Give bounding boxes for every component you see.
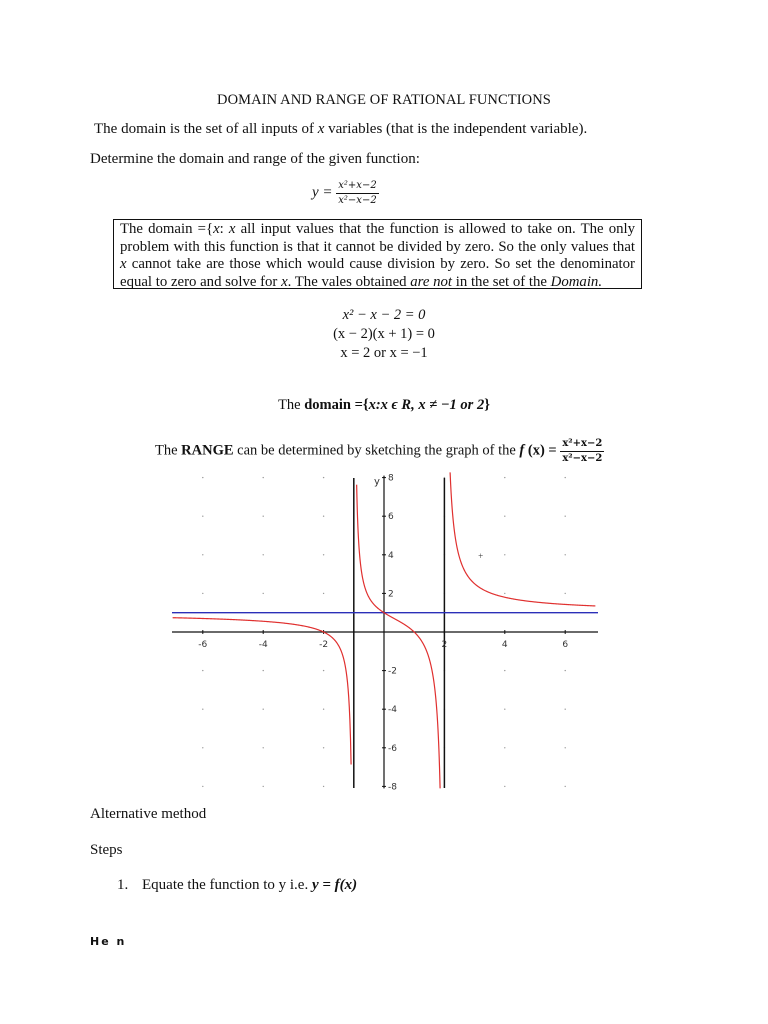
- solution-line-1: x² − x − 2 = 0: [342, 307, 426, 323]
- step-number: 1.: [117, 877, 129, 893]
- range-paragraph: [155, 438, 604, 464]
- intro-text-b: variables (that is the independent variable).: [324, 121, 588, 137]
- grid-dot: [202, 670, 203, 671]
- grid-dot: [202, 593, 203, 594]
- grid-dot: [565, 747, 566, 748]
- grid-dot: [323, 593, 324, 594]
- step-equation: y = f(x): [311, 877, 358, 893]
- grid-dot: [565, 670, 566, 671]
- grid-dot: [202, 477, 203, 478]
- page-footer: He n: [90, 935, 127, 948]
- curve-branch-2: [357, 485, 440, 789]
- x-tick-label: 4: [501, 640, 508, 650]
- y-tick-label: 4: [388, 550, 394, 561]
- solution-line-2: (x − 2)(x + 1) = 0: [333, 326, 435, 342]
- range-text: The: [155, 442, 182, 459]
- grid-dot: [323, 709, 324, 710]
- cursor-mark: +: [478, 550, 484, 561]
- domain-result: [0, 397, 768, 414]
- function-denominator: x²−x−2: [338, 194, 377, 206]
- box-emphasis: are not: [410, 273, 453, 290]
- domain-result-label: domain ={: [304, 397, 369, 413]
- box-text: in the set of the: [452, 273, 551, 290]
- step-1: [117, 877, 357, 894]
- grid-dot: [263, 786, 264, 787]
- grid-dot: [565, 516, 566, 517]
- intro-paragraph: [94, 121, 587, 138]
- grid-dot: [565, 709, 566, 710]
- grid-dot: [263, 670, 264, 671]
- grid-dot: [202, 516, 203, 517]
- grid-dot: [263, 477, 264, 478]
- grid-dot: [504, 516, 505, 517]
- grid-dot: [323, 670, 324, 671]
- y-tick-label: 8: [388, 473, 394, 484]
- step-text: Equate the function to y i.e.: [142, 877, 312, 893]
- domain-definition-box: [113, 219, 642, 289]
- grid-dot: [263, 516, 264, 517]
- solution-line-3: x = 2 or x = −1: [340, 345, 428, 361]
- function-fraction: [336, 180, 378, 206]
- y-tick-label: -4: [388, 705, 397, 716]
- y-tick-label: 6: [388, 512, 394, 523]
- box-emphasis: Domain.: [550, 273, 603, 290]
- y-tick-label: 2: [388, 589, 394, 600]
- y-axis-label: y: [374, 476, 380, 488]
- grid-dot: [565, 786, 566, 787]
- x-tick-label: -6: [198, 640, 208, 650]
- range-denominator: x²−x−2: [562, 452, 603, 464]
- domain-result-set: x:x ϵ R, x ≠ −1 or 2: [368, 397, 485, 413]
- grid-dot: [504, 786, 505, 787]
- range-text: can be determined by sketching the graph of the: [233, 442, 520, 459]
- box-var: x: [120, 256, 127, 273]
- range-f: f: [519, 442, 525, 459]
- grid-dot: [323, 554, 324, 555]
- box-var: x: [228, 221, 236, 237]
- range-fraction: [560, 438, 604, 464]
- grid-dot: [202, 709, 203, 710]
- function-graph: [170, 470, 600, 796]
- curve-branch-3: [450, 472, 595, 606]
- solution-steps: [0, 306, 768, 363]
- range-fx: (x) =: [524, 442, 557, 459]
- x-tick-label: 2: [441, 640, 448, 650]
- domain-result-close: }: [484, 397, 490, 413]
- grid-dot: [504, 554, 505, 555]
- grid-dot: [323, 516, 324, 517]
- x-tick-label: -4: [258, 640, 268, 650]
- box-text: . The vales obtained: [287, 273, 411, 290]
- grid-dot: [504, 593, 505, 594]
- intro-var: x: [317, 121, 325, 137]
- function-lhs: y =: [312, 184, 333, 201]
- grid-dot: [565, 593, 566, 594]
- grid-dot: [263, 554, 264, 555]
- grid-dot: [202, 554, 203, 555]
- grid-dot: [202, 786, 203, 787]
- y-tick-label: -6: [388, 743, 397, 754]
- grid-dot: [504, 670, 505, 671]
- function-equation: [312, 180, 379, 206]
- grid-dot: [323, 786, 324, 787]
- y-tick-label: -8: [388, 782, 397, 793]
- box-var: x: [281, 273, 288, 290]
- grid-dot: [263, 747, 264, 748]
- page-title: DOMAIN AND RANGE OF RATIONAL FUNCTIONS: [217, 92, 551, 108]
- grid-dot: [263, 593, 264, 594]
- x-tick-label: -2: [319, 640, 329, 650]
- box-text: The domain ={: [120, 221, 214, 237]
- box-text: all input values that the function is allowed to take on. The only problem with this function is that it cannot be divided by zero. So the only values that: [120, 221, 636, 255]
- alternative-method-heading: Alternative method: [90, 806, 207, 822]
- x-tick-label: 6: [562, 640, 569, 650]
- grid-dot: [202, 747, 203, 748]
- grid-dot: [323, 477, 324, 478]
- box-text: :: [219, 221, 229, 237]
- range-numerator: x²+x−2: [560, 438, 604, 452]
- grid-dot: [323, 747, 324, 748]
- grid-dot: [504, 747, 505, 748]
- grid-dot: [263, 709, 264, 710]
- instruction-paragraph: Determine the domain and range of the given function:: [90, 151, 420, 167]
- grid-dot: [565, 477, 566, 478]
- grid-dot: [504, 709, 505, 710]
- function-numerator: x²+x−2: [336, 180, 378, 194]
- grid-dot: [504, 477, 505, 478]
- y-tick-label: -2: [388, 666, 397, 677]
- intro-text-a: The domain is the set of all inputs of: [94, 121, 318, 137]
- box-var: x: [213, 221, 220, 237]
- box-text: cannot take are those which would cause division by zero. So set the denominator equal to zero and solve for: [120, 256, 635, 290]
- range-label: RANGE: [181, 442, 234, 459]
- steps-heading: Steps: [90, 842, 123, 858]
- grid-dot: [565, 554, 566, 555]
- domain-result-prefix: The: [278, 397, 305, 413]
